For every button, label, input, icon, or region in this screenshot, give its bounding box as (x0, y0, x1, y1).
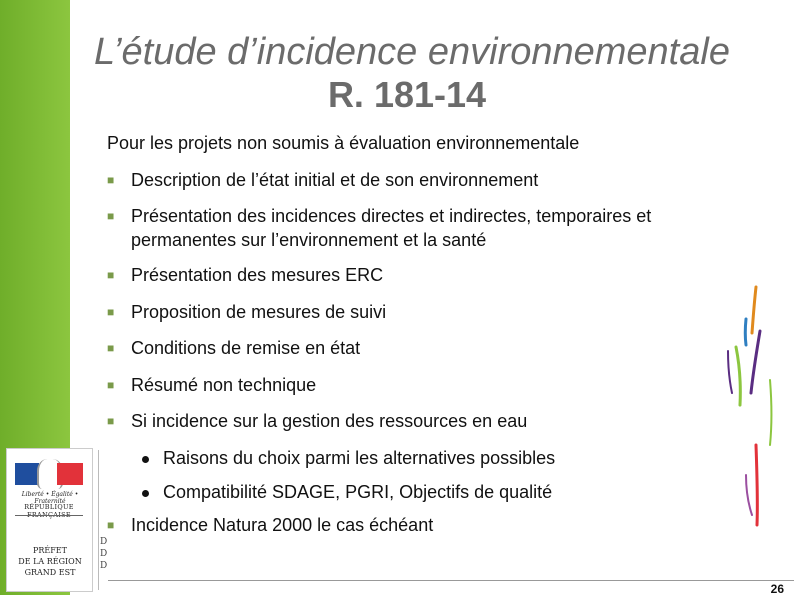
prefet-logo (6, 448, 93, 592)
square-bullet-icon: ■ (107, 341, 115, 355)
sub-list-item (142, 480, 552, 504)
title-line-1: L’étude d’incidence environnementale (94, 31, 730, 73)
bullet-text: Présentation des mesures ERC (131, 265, 384, 285)
bullet-text: Si incidence sur la gestion des ressources en eau (131, 411, 528, 431)
page-number: 26 (770, 582, 784, 596)
list-item (107, 409, 727, 433)
footer-divider (108, 580, 794, 581)
list-item (107, 373, 727, 397)
intro-text: Pour les projets non soumis à évaluation environnementale (107, 133, 580, 153)
list-item (107, 168, 727, 192)
square-bullet-icon: ■ (107, 268, 115, 282)
bullet-text: Résumé non technique (131, 375, 317, 395)
bullet-text: Incidence Natura 2000 le cas échéant (131, 515, 434, 535)
bullet-text: Présentation des incidences directes et indirectes, temporaires et permanentes sur l’environnement et la santé (131, 206, 652, 250)
logo-prefet-text (15, 545, 85, 578)
logo-side-text (98, 450, 108, 590)
deco-stripe (736, 347, 740, 405)
logo-side-letter: D (100, 549, 108, 559)
decorative-stripes (720, 285, 794, 545)
bullet-text: Description de l’état initial et de son environnement (131, 170, 539, 190)
round-bullet-icon (142, 490, 149, 497)
sub-list-item (142, 446, 555, 470)
list-item (107, 300, 727, 324)
title-line-2: R. 181-14 (327, 74, 487, 115)
square-bullet-icon: ■ (107, 305, 115, 319)
deco-stripe (752, 287, 756, 333)
list-item (107, 336, 727, 360)
round-bullet-icon (142, 456, 149, 463)
list-item (107, 204, 727, 252)
logo-prefet-line: GRAND EST (24, 568, 76, 577)
deco-stripe (728, 351, 732, 393)
deco-stripe (751, 331, 760, 393)
logo-divider (15, 515, 83, 516)
square-bullet-icon: ■ (107, 378, 115, 392)
deco-stripe (770, 380, 772, 445)
logo-motto: Liberté • Égalité • Fraternité (21, 491, 79, 505)
flag-blue-icon (15, 463, 39, 485)
bullet-text: Conditions de remise en état (131, 338, 361, 358)
flag-red-icon (57, 463, 83, 485)
deco-stripe (746, 475, 752, 515)
sub-bullet-text: Raisons du choix parmi les alternatives possibles (163, 448, 556, 468)
bullet-text: Proposition de mesures de suivi (131, 302, 387, 322)
logo-side-letter: D (100, 561, 108, 571)
sub-bullet-text: Compatibilité SDAGE, PGRI, Objectifs de qualité (163, 482, 553, 502)
square-bullet-icon: ■ (107, 518, 115, 532)
slide-title (0, 30, 794, 116)
square-bullet-icon: ■ (107, 173, 115, 187)
list-item (107, 513, 727, 537)
square-bullet-icon: ■ (107, 414, 115, 428)
logo-side-letter: D (100, 537, 108, 547)
logo-prefet-line: PRÉFET (33, 546, 67, 555)
deco-stripe (745, 319, 746, 345)
logo-prefet-line: DE LA RÉGION (18, 557, 82, 566)
list-item (107, 263, 727, 287)
square-bullet-icon: ■ (107, 209, 115, 223)
logo-republic: RÉPUBLIQUE FRANÇAISE (24, 503, 74, 519)
deco-stripe (756, 445, 757, 525)
